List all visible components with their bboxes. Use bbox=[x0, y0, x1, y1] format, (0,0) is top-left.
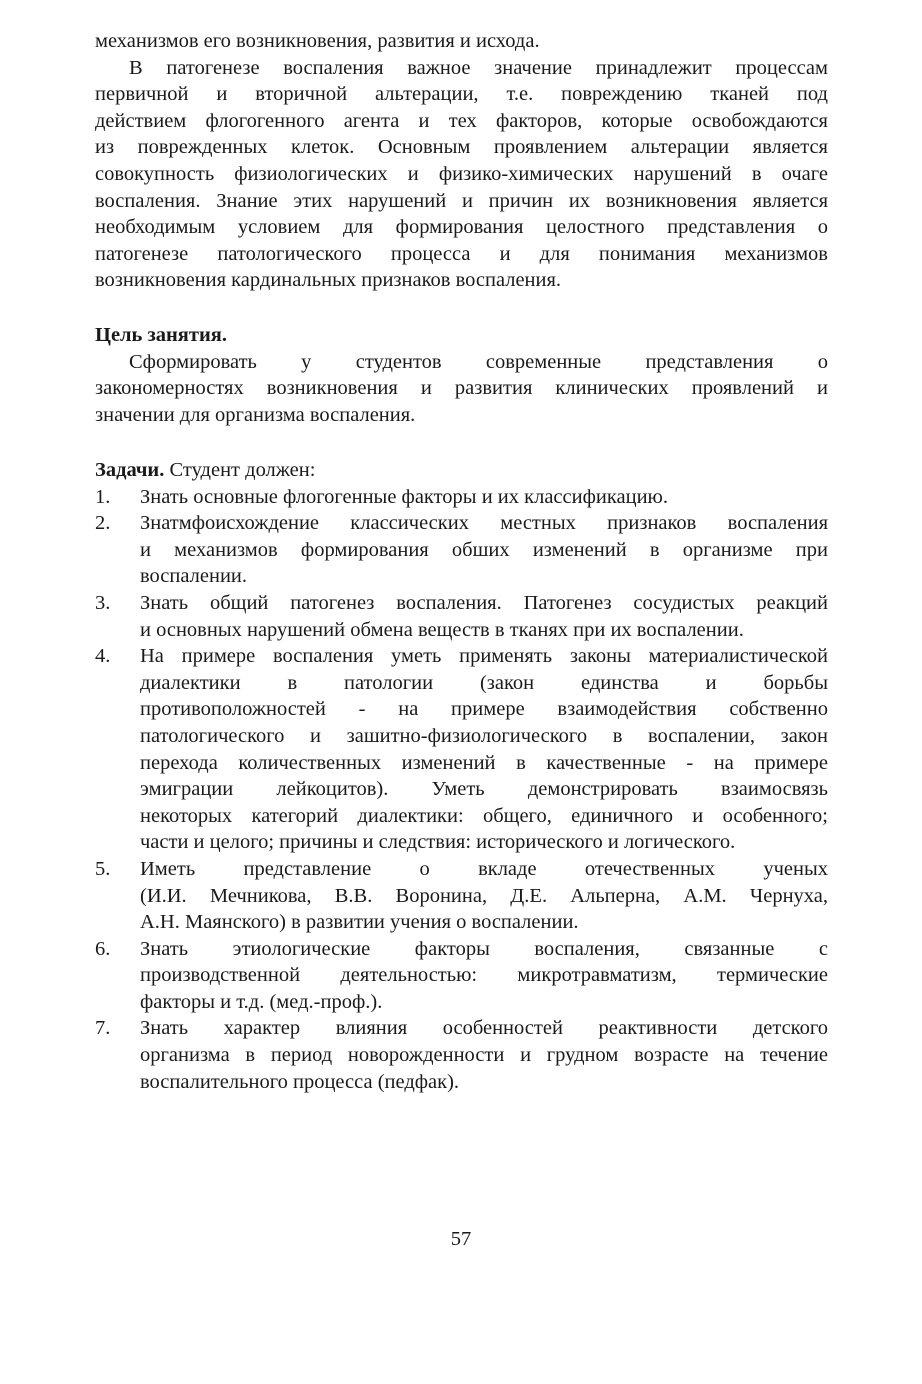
task-number: 3. bbox=[95, 591, 111, 614]
task-item bbox=[95, 1015, 828, 1095]
task-line: противоположностей - на примере взаимодействия собственно bbox=[140, 698, 828, 721]
task-item bbox=[95, 590, 828, 643]
task-line: факторы и т.д. (мед.-проф.). bbox=[140, 990, 383, 1013]
task-line: организма в период новорожденности и грудном возрасте на течение bbox=[140, 1044, 828, 1067]
task-line: патологического и зашитно-физиологического в воспалении, закон bbox=[140, 724, 828, 747]
task-item bbox=[95, 484, 828, 511]
task-number: 2. bbox=[95, 512, 111, 535]
intro-line: воспаления. Знание этих нарушений и причин их возникновения является bbox=[95, 189, 828, 212]
task-line: производственной деятельностью: микротравматизм, термические bbox=[140, 964, 828, 987]
tasks-heading-bold: Задачи. bbox=[95, 459, 165, 481]
intro-line: совокупность физиологических и физико-химических нарушений в очаге bbox=[95, 162, 828, 185]
task-line: части и целого; причины и следствия: исторического и логического. bbox=[140, 831, 736, 854]
task-item bbox=[95, 856, 828, 936]
intro-line: В патогенезе воспаления важное значение принадлежит процессам bbox=[129, 56, 828, 79]
intro-line: патогенезе патологического процесса и для понимания механизмов bbox=[95, 242, 828, 265]
task-line: эмиграции лейкоцитов). Уметь демонстрировать взаимосвязь bbox=[140, 778, 828, 801]
task-number: 7. bbox=[95, 1017, 111, 1040]
intro-line: из поврежденных клеток. Основным проявлением альтерации является bbox=[95, 136, 828, 159]
task-line: некоторых категорий диалектики: общего, единичного и особенного; bbox=[140, 804, 828, 827]
task-line: Иметь представление о вкладе отечественных ученых bbox=[140, 857, 828, 880]
intro-line: возникновения кардинальных признаков воспаления. bbox=[95, 269, 562, 292]
task-line: Знатмфоисхождение классических местных признаков воспаления bbox=[140, 512, 828, 535]
goal-block bbox=[95, 322, 828, 428]
task-number: 5. bbox=[95, 857, 111, 880]
intro-line: первичной и вторичной альтерации, т.е. повреждению тканей под bbox=[95, 83, 828, 106]
intro-first-line: механизмов его возникновения, развития и исхода. bbox=[95, 30, 540, 52]
goal-line: значении для организма воспаления. bbox=[95, 403, 416, 426]
task-line: перехода количественных изменений в качественные - на примере bbox=[140, 751, 828, 774]
task-item bbox=[95, 510, 828, 590]
intro-block bbox=[95, 28, 828, 294]
task-item bbox=[95, 936, 828, 1016]
tasks-heading bbox=[95, 457, 828, 484]
page-number: 57 bbox=[450, 1228, 472, 1250]
goal-heading: Цель занятия. bbox=[95, 324, 227, 346]
task-line: На примере воспаления уметь применять законы материалистической bbox=[140, 645, 828, 668]
task-line: Знать основные флогогенные факторы и их классификацию. bbox=[140, 485, 668, 508]
task-item bbox=[95, 643, 828, 856]
task-line: и основных нарушений обмена веществ в тканях при их воспалении. bbox=[140, 618, 744, 641]
task-line: воспалительного процесса (педфак). bbox=[140, 1070, 460, 1093]
task-number: 1. bbox=[95, 485, 111, 508]
tasks-heading-rest: Студент должен: bbox=[164, 459, 316, 481]
task-line: Знать этиологические факторы воспаления, связанные с bbox=[140, 937, 828, 960]
task-line: (И.И. Мечникова, В.В. Воронина, Д.Е. Альперна, А.М. Чернуха, bbox=[140, 884, 828, 907]
task-line: Знать общий патогенез воспаления. Патогенез сосудистых реакций bbox=[140, 591, 828, 614]
task-line: Знать характер влияния особенностей реактивности детского bbox=[140, 1017, 828, 1040]
intro-line: необходимым условием для формирования целостного представления о bbox=[95, 216, 828, 239]
task-line: и механизмов формирования обших изменений в организме при bbox=[140, 538, 828, 561]
goal-line: Сформировать у студентов современные представления о bbox=[129, 350, 828, 373]
task-line: воспалении. bbox=[140, 565, 248, 588]
tasks-block bbox=[95, 457, 828, 1095]
task-line: А.Н. Маянского) в развитии учения о воспалении. bbox=[140, 911, 579, 934]
task-line: диалектики в патологии (закон единства и борьбы bbox=[140, 671, 828, 694]
goal-line: закономерностях возникновения и развития клинических проявлений и bbox=[95, 377, 828, 400]
task-number: 4. bbox=[95, 645, 111, 668]
intro-line: действием флогогенного агента и тех факторов, которые освобождаются bbox=[95, 109, 828, 132]
task-number: 6. bbox=[95, 937, 111, 960]
